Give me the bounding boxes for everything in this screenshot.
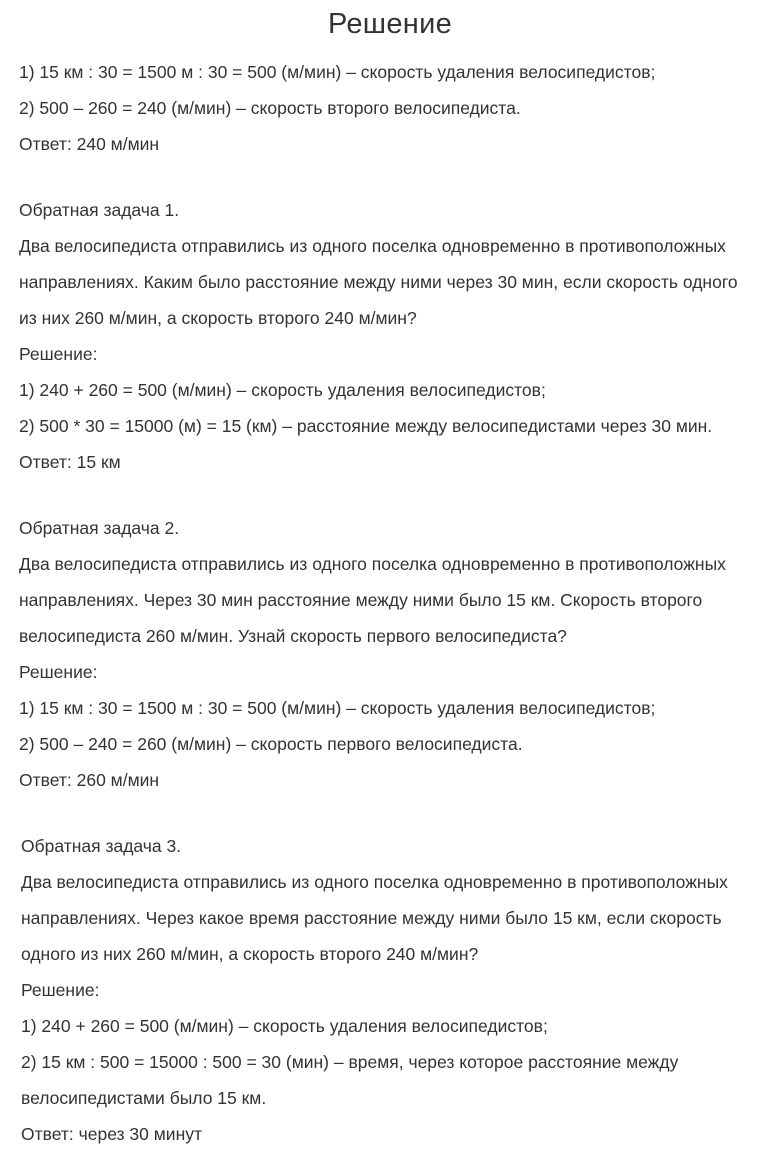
solution-label: Решение: — [21, 980, 100, 1000]
page-title: Решение — [327, 8, 453, 40]
solution-step: 1) 15 км : 30 = 1500 м : 30 = 500 (м/мин) – скорость удаления велосипедистов; — [19, 62, 656, 82]
inverse-task-3 — [19, 828, 771, 1152]
solution-step: 1) 240 + 260 = 500 (м/мин) – скорость удаления велосипедистов; — [21, 1016, 548, 1036]
solution-step: 1) 15 км : 30 = 1500 м : 30 = 500 (м/мин) – скорость удаления велосипедистов; — [19, 698, 656, 718]
task-condition-line: направлениях. Каким было расстояние между ними через 30 мин, если скорость одного — [19, 272, 738, 292]
task-condition-line: направлениях. Через какое время расстояние между ними было 15 км, если скорость — [21, 908, 722, 928]
task-heading: Обратная задача 2. — [19, 518, 180, 538]
main-solution — [19, 54, 771, 162]
solution-step: 2) 15 км : 500 = 15000 : 500 = 30 (мин) – время, через которое расстояние между — [21, 1052, 679, 1072]
task-condition-line: Два велосипедиста отправились из одного поселка одновременно в противоположных — [19, 554, 726, 574]
solution-step: 1) 240 + 260 = 500 (м/мин) – скорость удаления велосипедистов; — [19, 380, 546, 400]
inverse-task-1 — [19, 192, 771, 480]
task-heading: Обратная задача 3. — [21, 836, 182, 856]
solution-step: 2) 500 – 240 = 260 (м/мин) – скорость первого велосипедиста. — [19, 734, 523, 754]
task-condition-line: Два велосипедиста отправились из одного поселка одновременно в противоположных — [19, 236, 726, 256]
answer-text: Ответ: через 30 минут — [21, 1124, 202, 1144]
solution-step: 2) 500 – 260 = 240 (м/мин) – скорость второго велосипедиста. — [19, 98, 521, 118]
solution-label: Решение: — [19, 344, 98, 364]
solution-step: велосипедистами было 15 км. — [21, 1088, 267, 1108]
task-condition-line: направлениях. Через 30 мин расстояние между ними было 15 км. Скорость второго — [19, 590, 703, 610]
task-condition-line: Два велосипедиста отправились из одного поселка одновременно в противоположных — [21, 872, 728, 892]
solution-content — [19, 54, 771, 1152]
inverse-task-2 — [19, 510, 771, 798]
answer-text: Ответ: 240 м/мин — [19, 134, 160, 154]
answer-text: Ответ: 260 м/мин — [19, 770, 160, 790]
task-heading: Обратная задача 1. — [19, 200, 180, 220]
solution-label: Решение: — [19, 662, 98, 682]
task-condition-line: велосипедиста 260 м/мин. Узнай скорость первого велосипедиста? — [19, 626, 567, 646]
answer-text: Ответ: 15 км — [19, 452, 121, 472]
task-condition-line: из них 260 м/мин, а скорость второго 240 м/мин? — [19, 308, 417, 328]
task-condition-line: одного из них 260 м/мин, а скорость второго 240 м/мин? — [21, 944, 479, 964]
solution-step: 2) 500 * 30 = 15000 (м) = 15 (км) – расстояние между велосипедистами через 30 мин. — [19, 416, 713, 436]
